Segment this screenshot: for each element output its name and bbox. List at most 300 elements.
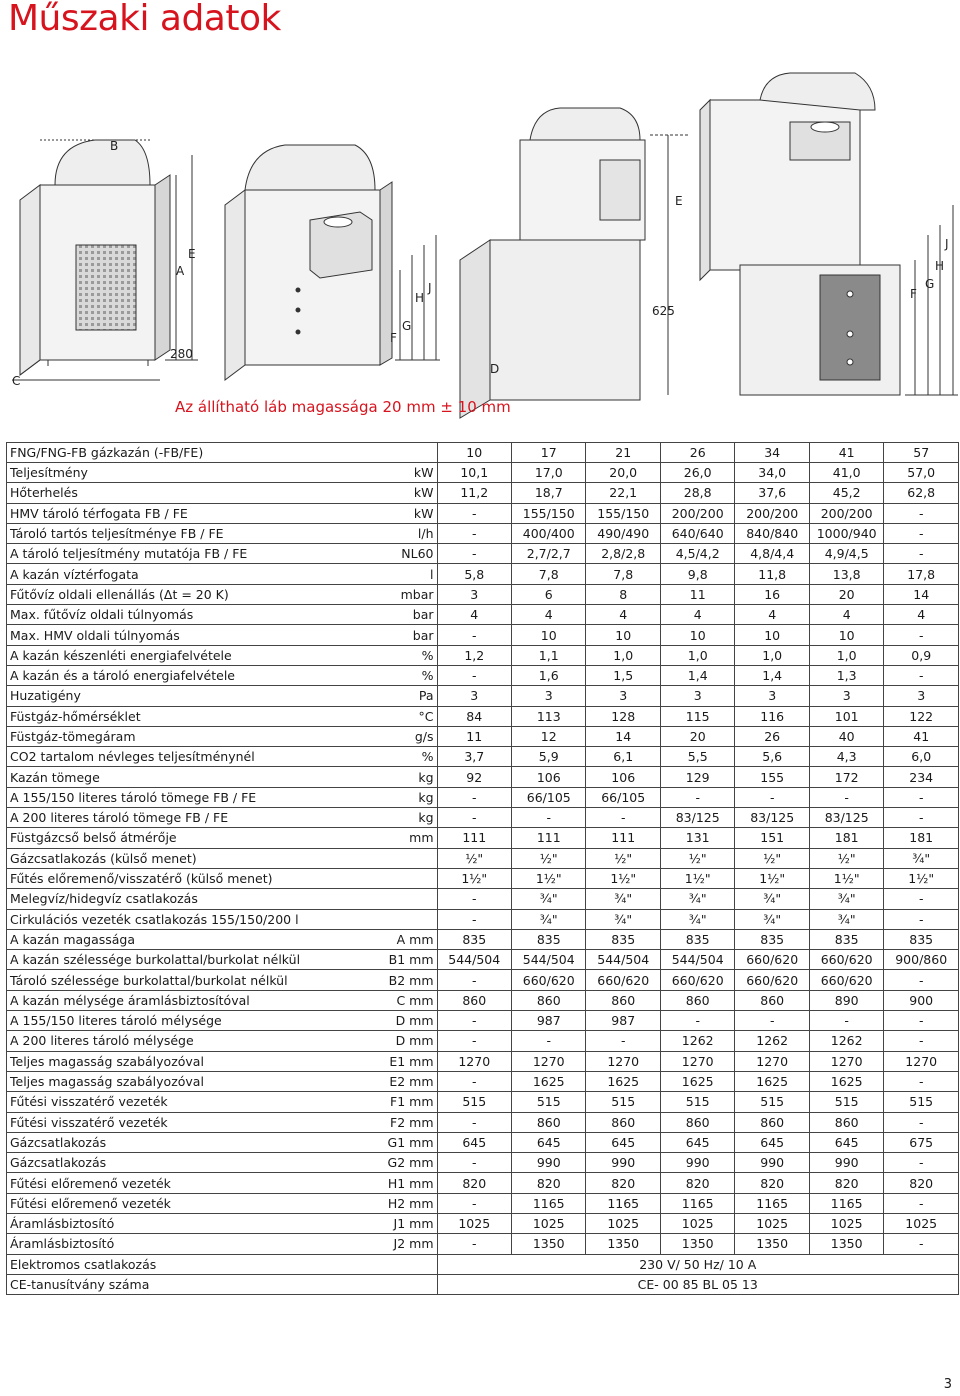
- row-value: 18,7: [512, 483, 586, 503]
- row-value: 990: [512, 1153, 586, 1173]
- row-value: 14: [884, 584, 959, 604]
- row-value: 2,8/2,8: [586, 544, 660, 564]
- row-value: 515: [512, 1092, 586, 1112]
- row-value: 900: [884, 990, 959, 1010]
- row-value: -: [884, 970, 959, 990]
- dim-label-f1: F: [390, 331, 397, 345]
- row-label: Tároló szélessége burkolattal/burkolat nélkül: [7, 970, 365, 990]
- row-unit: kg: [364, 787, 437, 807]
- row-unit: °C: [364, 706, 437, 726]
- dim-label-e1: E: [188, 247, 196, 261]
- row-value: -: [437, 625, 511, 645]
- table-row: [7, 1132, 959, 1152]
- row-value: 92: [437, 767, 511, 787]
- row-label: Füstgáz-tömegáram: [7, 726, 365, 746]
- row-value: -: [437, 665, 511, 685]
- row-value: 34: [735, 443, 809, 463]
- dim-label-h1: H: [415, 291, 425, 305]
- row-label: Melegvíz/hidegvíz csatlakozás: [7, 889, 365, 909]
- table-row: [7, 605, 959, 625]
- row-value: 1025: [437, 1213, 511, 1233]
- row-unit: Pa: [364, 686, 437, 706]
- row-value: 200/200: [809, 503, 883, 523]
- row-unit: bar: [364, 625, 437, 645]
- row-value: 1165: [512, 1193, 586, 1213]
- row-value: 1350: [512, 1234, 586, 1254]
- row-value: 1165: [586, 1193, 660, 1213]
- table-row: [7, 1274, 959, 1294]
- row-value: 835: [437, 929, 511, 949]
- row-value: 1262: [660, 1031, 734, 1051]
- row-value: 4: [884, 605, 959, 625]
- row-value: 4,8/4,4: [735, 544, 809, 564]
- row-value: 987: [586, 1011, 660, 1031]
- row-value: -: [884, 808, 959, 828]
- row-value: 3: [809, 686, 883, 706]
- table-row: [7, 970, 959, 990]
- row-label: Hőterhelés: [7, 483, 365, 503]
- row-value: 4: [437, 605, 511, 625]
- row-value: 1025: [809, 1213, 883, 1233]
- row-value: -: [437, 1234, 511, 1254]
- row-unit: %: [364, 665, 437, 685]
- row-value: 1,5: [586, 665, 660, 685]
- row-value: 6,0: [884, 747, 959, 767]
- row-value: 1½": [660, 868, 734, 888]
- row-unit: E2 mm: [364, 1071, 437, 1091]
- row-value: 26,0: [660, 463, 734, 483]
- row-value: 11,8: [735, 564, 809, 584]
- row-label: A tároló teljesítmény mutatója FB / FE: [7, 544, 365, 564]
- row-value: 1½": [512, 868, 586, 888]
- row-unit: J1 mm: [364, 1213, 437, 1233]
- table-row: [7, 726, 959, 746]
- row-value: 1,3: [809, 665, 883, 685]
- row-value: 66/105: [586, 787, 660, 807]
- row-value: 820: [660, 1173, 734, 1193]
- row-value: 1025: [884, 1213, 959, 1233]
- row-value: 11: [437, 726, 511, 746]
- row-label: A kazán készenléti energiafelvétele: [7, 645, 365, 665]
- boiler-fb-large-drawing: [700, 73, 958, 395]
- boiler-fb-small-drawing: [225, 145, 440, 380]
- table-row: [7, 1031, 959, 1051]
- row-value: 8: [586, 584, 660, 604]
- row-value: 1270: [809, 1051, 883, 1071]
- row-value: 544/504: [512, 950, 586, 970]
- row-value: 128: [586, 706, 660, 726]
- table-row: [7, 1193, 959, 1213]
- row-value: 835: [512, 929, 586, 949]
- row-unit: J2 mm: [364, 1234, 437, 1254]
- row-value: 6,1: [586, 747, 660, 767]
- row-unit: l: [364, 564, 437, 584]
- table-row: [7, 828, 959, 848]
- row-value: 544/504: [660, 950, 734, 970]
- row-unit: %: [364, 747, 437, 767]
- table-row: [7, 625, 959, 645]
- row-unit: g/s: [364, 726, 437, 746]
- row-value: 990: [660, 1153, 734, 1173]
- row-value: 83/125: [660, 808, 734, 828]
- row-value: -: [884, 665, 959, 685]
- row-value: 515: [809, 1092, 883, 1112]
- row-value: 11: [660, 584, 734, 604]
- table-row: [7, 1112, 959, 1132]
- row-label: A kazán magassága: [7, 929, 365, 949]
- row-value: 645: [437, 1132, 511, 1152]
- row-value: 1350: [586, 1234, 660, 1254]
- row-value: 181: [884, 828, 959, 848]
- table-row: [7, 1071, 959, 1091]
- row-label: Kazán tömege: [7, 767, 365, 787]
- row-value: ½": [586, 848, 660, 868]
- row-value: 57: [884, 443, 959, 463]
- row-value: 544/504: [586, 950, 660, 970]
- row-value: 6: [512, 584, 586, 604]
- row-value: 5,6: [735, 747, 809, 767]
- row-value: 4: [512, 605, 586, 625]
- table-row: [7, 1051, 959, 1071]
- row-value: 835: [735, 929, 809, 949]
- row-label: Teljes magasság szabályozóval: [7, 1071, 365, 1091]
- row-value: 640/640: [660, 523, 734, 543]
- row-label: Áramlásbiztosító: [7, 1234, 365, 1254]
- row-label: Max. fűtővíz oldali túlnyomás: [7, 605, 365, 625]
- row-value: 57,0: [884, 463, 959, 483]
- row-value: 9,8: [660, 564, 734, 584]
- row-value: ½": [735, 848, 809, 868]
- row-value: 660/620: [735, 970, 809, 990]
- row-value: -: [884, 1153, 959, 1173]
- row-unit: kg: [364, 767, 437, 787]
- row-value: -: [884, 1011, 959, 1031]
- row-value: 131: [660, 828, 734, 848]
- row-value: 113: [512, 706, 586, 726]
- dim-label-b: B: [110, 139, 119, 153]
- row-value: 515: [735, 1092, 809, 1112]
- row-value: -: [884, 909, 959, 929]
- row-value: 990: [735, 1153, 809, 1173]
- row-value: 1165: [735, 1193, 809, 1213]
- table-row: [7, 808, 959, 828]
- row-value: 151: [735, 828, 809, 848]
- row-value: 41: [884, 726, 959, 746]
- row-label: Huzatigény: [7, 686, 365, 706]
- row-value: 45,2: [809, 483, 883, 503]
- row-value: 645: [586, 1132, 660, 1152]
- row-value: 0,9: [884, 645, 959, 665]
- row-value: 1270: [586, 1051, 660, 1071]
- dim-label-d: D: [490, 362, 500, 376]
- row-unit: kg: [364, 808, 437, 828]
- row-label: FNG/FNG-FB gázkazán (-FB/FE): [7, 443, 365, 463]
- row-value: 3: [512, 686, 586, 706]
- row-value: -: [512, 808, 586, 828]
- row-value: 1270: [437, 1051, 511, 1071]
- row-value: 660/620: [809, 950, 883, 970]
- row-value: -: [735, 1011, 809, 1031]
- dim-label-g1: G: [402, 319, 412, 333]
- row-value: -: [437, 1031, 511, 1051]
- row-value: -: [437, 1011, 511, 1031]
- row-value: 840/840: [735, 523, 809, 543]
- row-label: HMV tároló térfogata FB / FE: [7, 503, 365, 523]
- row-value: -: [437, 544, 511, 564]
- row-value: -: [437, 523, 511, 543]
- row-unit: mbar: [364, 584, 437, 604]
- row-value: ½": [660, 848, 734, 868]
- row-value: 2,7/2,7: [512, 544, 586, 564]
- row-value: -: [437, 909, 511, 929]
- row-value: 3,7: [437, 747, 511, 767]
- row-value: 1625: [586, 1071, 660, 1091]
- row-value: -: [735, 787, 809, 807]
- row-value: -: [884, 787, 959, 807]
- row-value: 890: [809, 990, 883, 1010]
- row-label: Gázcsatlakozás: [7, 1153, 365, 1173]
- row-value: 13,8: [809, 564, 883, 584]
- row-value: 10: [437, 443, 511, 463]
- row-value: -: [660, 787, 734, 807]
- row-value: 1½": [437, 868, 511, 888]
- page-number: 3: [943, 1377, 952, 1392]
- row-value: 544/504: [437, 950, 511, 970]
- boiler-dimension-drawings: [0, 40, 960, 430]
- row-value: -: [437, 1071, 511, 1091]
- row-value: 1350: [735, 1234, 809, 1254]
- row-value: 987: [512, 1011, 586, 1031]
- row-value: 1270: [884, 1051, 959, 1071]
- row-value: 3: [660, 686, 734, 706]
- table-row: [7, 1153, 959, 1173]
- dim-label-h2: H: [935, 259, 945, 273]
- row-value: -: [884, 625, 959, 645]
- row-value: 515: [437, 1092, 511, 1112]
- row-unit: E1 mm: [364, 1051, 437, 1071]
- row-value: 10: [809, 625, 883, 645]
- boiler-standalone-drawing: [12, 140, 198, 380]
- row-label: Fűtési visszatérő vezeték: [7, 1092, 365, 1112]
- row-value: 1,2: [437, 645, 511, 665]
- row-value: 860: [586, 990, 660, 1010]
- row-value: 17: [512, 443, 586, 463]
- row-value: 1625: [660, 1071, 734, 1091]
- row-value: -: [437, 889, 511, 909]
- table-row: [7, 909, 959, 929]
- row-value: 3: [884, 686, 959, 706]
- row-value: 1,6: [512, 665, 586, 685]
- row-value: 860: [512, 990, 586, 1010]
- row-value: 26: [735, 726, 809, 746]
- table-row: [7, 1173, 959, 1193]
- row-value: 34,0: [735, 463, 809, 483]
- row-value: 1025: [512, 1213, 586, 1233]
- row-value: -: [884, 544, 959, 564]
- row-value: 645: [809, 1132, 883, 1152]
- row-value: 10,1: [437, 463, 511, 483]
- row-value: 1625: [809, 1071, 883, 1091]
- row-value: 860: [735, 1112, 809, 1132]
- row-value: 1270: [735, 1051, 809, 1071]
- row-unit: G1 mm: [364, 1132, 437, 1152]
- row-label: Fűtési előremenő vezeték: [7, 1193, 365, 1213]
- row-value: 835: [884, 929, 959, 949]
- row-value: -: [586, 808, 660, 828]
- row-value: 490/490: [586, 523, 660, 543]
- row-value: 990: [586, 1153, 660, 1173]
- dim-label-f2: F: [910, 287, 917, 301]
- row-label: Füstgázcső belső átmérője: [7, 828, 365, 848]
- row-value: 1025: [660, 1213, 734, 1233]
- table-row: [7, 523, 959, 543]
- row-value: 155/150: [512, 503, 586, 523]
- row-value: -: [884, 1193, 959, 1213]
- row-value: 5,8: [437, 564, 511, 584]
- table-row: [7, 950, 959, 970]
- row-value: 4: [809, 605, 883, 625]
- row-unit: F1 mm: [364, 1092, 437, 1112]
- row-value: 17,8: [884, 564, 959, 584]
- row-value: 66/105: [512, 787, 586, 807]
- row-unit: B2 mm: [364, 970, 437, 990]
- row-value: 3: [735, 686, 809, 706]
- row-value: 1350: [660, 1234, 734, 1254]
- table-row: [7, 990, 959, 1010]
- dim-label-280: 280: [170, 347, 193, 361]
- row-unit: [364, 443, 437, 463]
- row-unit: D mm: [364, 1011, 437, 1031]
- row-value: 660/620: [660, 970, 734, 990]
- row-value: 1½": [884, 868, 959, 888]
- technical-data-table: [6, 442, 959, 1295]
- row-value: ¾": [512, 909, 586, 929]
- row-label: Gázcsatlakozás (külső menet): [7, 848, 365, 868]
- row-value: 660/620: [512, 970, 586, 990]
- table-row: [7, 868, 959, 888]
- row-value: 645: [660, 1132, 734, 1152]
- row-unit: [364, 889, 437, 909]
- row-value: ¾": [809, 889, 883, 909]
- row-unit: H1 mm: [364, 1173, 437, 1193]
- row-value: 1625: [735, 1071, 809, 1091]
- row-value: 40: [809, 726, 883, 746]
- row-value: 4,5/4,2: [660, 544, 734, 564]
- row-value: 181: [809, 828, 883, 848]
- table-row: [7, 1254, 959, 1274]
- row-value: 835: [586, 929, 660, 949]
- row-value: 820: [809, 1173, 883, 1193]
- row-label: Cirkulációs vezeték csatlakozás 155/150/200 l: [7, 909, 365, 929]
- row-value: 1025: [735, 1213, 809, 1233]
- row-value: 106: [512, 767, 586, 787]
- row-value: 900/860: [884, 950, 959, 970]
- row-unit: l/h: [364, 523, 437, 543]
- row-value: CE- 00 85 BL 05 13: [437, 1274, 958, 1294]
- row-value: 111: [437, 828, 511, 848]
- row-value: 1,0: [660, 645, 734, 665]
- dim-label-j2: J: [945, 237, 949, 251]
- row-value: 1262: [809, 1031, 883, 1051]
- row-value: 1625: [512, 1071, 586, 1091]
- row-value: 1165: [809, 1193, 883, 1213]
- row-value: 10: [660, 625, 734, 645]
- row-value: 820: [884, 1173, 959, 1193]
- row-unit: B1 mm: [364, 950, 437, 970]
- row-value: 645: [512, 1132, 586, 1152]
- row-unit: kW: [364, 503, 437, 523]
- row-value: 22,1: [586, 483, 660, 503]
- row-value: 11,2: [437, 483, 511, 503]
- row-value: 17,0: [512, 463, 586, 483]
- row-value: 20: [809, 584, 883, 604]
- row-value: -: [586, 1031, 660, 1051]
- row-value: 20,0: [586, 463, 660, 483]
- row-value: 400/400: [512, 523, 586, 543]
- table-row: [7, 1092, 959, 1112]
- row-value: 116: [735, 706, 809, 726]
- dim-label-e2: E: [675, 194, 683, 208]
- row-value: -: [809, 787, 883, 807]
- row-value: -: [437, 503, 511, 523]
- row-value: 990: [809, 1153, 883, 1173]
- table-row: [7, 564, 959, 584]
- row-value: 645: [735, 1132, 809, 1152]
- table-row: [7, 463, 959, 483]
- row-value: 1,0: [586, 645, 660, 665]
- row-value: -: [512, 1031, 586, 1051]
- row-label: Tároló tartós teljesítménye FB / FE: [7, 523, 365, 543]
- row-unit: C mm: [364, 990, 437, 1010]
- row-value: 16: [735, 584, 809, 604]
- row-value: -: [884, 889, 959, 909]
- row-value: 660/620: [735, 950, 809, 970]
- dim-label-a: A: [176, 264, 185, 278]
- row-value: -: [437, 808, 511, 828]
- row-value: 84: [437, 706, 511, 726]
- row-value: 41,0: [809, 463, 883, 483]
- table-row: [7, 1213, 959, 1233]
- row-value: 83/125: [809, 808, 883, 828]
- row-label: Teljes magasság szabályozóval: [7, 1051, 365, 1071]
- row-label: Elektromos csatlakozás: [7, 1254, 438, 1274]
- row-value: 200/200: [660, 503, 734, 523]
- row-value: 4: [735, 605, 809, 625]
- row-value: -: [884, 1234, 959, 1254]
- row-value: 41: [809, 443, 883, 463]
- row-label: Áramlásbiztosító: [7, 1213, 365, 1233]
- row-value: 14: [586, 726, 660, 746]
- row-label: Fűtési előremenő vezeték: [7, 1173, 365, 1193]
- row-unit: A mm: [364, 929, 437, 949]
- row-value: -: [437, 970, 511, 990]
- row-unit: kW: [364, 483, 437, 503]
- dim-label-j1: J: [428, 281, 432, 295]
- row-value: -: [437, 787, 511, 807]
- row-label: A 200 literes tároló mélysége: [7, 1031, 365, 1051]
- row-value: 111: [512, 828, 586, 848]
- row-value: -: [884, 1112, 959, 1132]
- row-value: ¾": [586, 889, 660, 909]
- row-value: 860: [660, 1112, 734, 1132]
- row-value: 515: [660, 1092, 734, 1112]
- row-value: 10: [586, 625, 660, 645]
- row-value: -: [437, 1193, 511, 1213]
- row-value: 4,3: [809, 747, 883, 767]
- row-value: 1000/940: [809, 523, 883, 543]
- row-label: Teljesítmény: [7, 463, 365, 483]
- row-value: 7,8: [586, 564, 660, 584]
